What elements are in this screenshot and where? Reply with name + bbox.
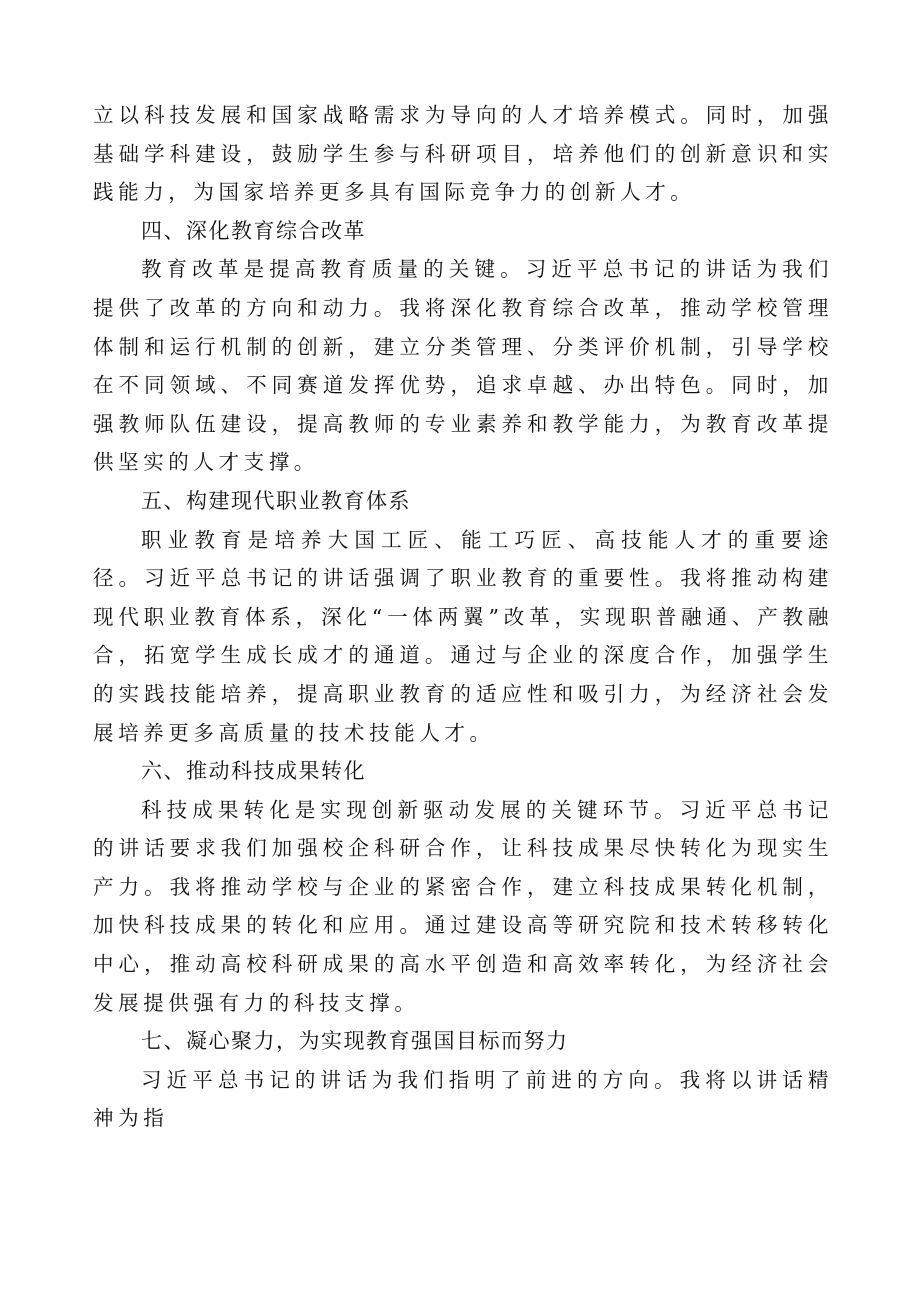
document-page [93,96,833,1138]
paragraph-section-5: 职业教育是培养大国工匠、能工巧匠、高技能人才的重要途径。习近平总书记的讲话强调了职业教育的重要性。我将推动构建现代职业教育体系，深化“一体两翼”改革，实现职普融通、产教融合，拓宽学生成长成才的通道。通过与企业的深度合作，加强学生的实践技能培养，提高职业教育的适应性和吸引力，为经济社会发展培养更多高质量的技术技能人才。 [93,527,833,745]
section-heading-6: 六、推动科技成果转化 [141,759,366,784]
paragraph-continuation: 立以科技发展和国家战略需求为导向的人才培养模式。同时，加强基础学科建设，鼓励学生参与科研项目，培养他们的创新意识和实践能力，为国家培养更多具有国际竞争力的创新人才。 [93,103,833,205]
section-heading-7: 七、凝心聚力，为实现教育强国目标而努力 [141,1029,569,1054]
paragraph-section-7: 习近平总书记的讲话为我们指明了前进的方向。我将以讲话精神为指 [93,1067,833,1131]
paragraph-section-4: 教育改革是提高教育质量的关键。习近平总书记的讲话为我们提供了改革的方向和动力。我将深化教育综合改革，推动学校管理体制和运行机制的创新，建立分类管理、分类评价机制，引导学校在不同领域、不同赛道发挥优势，追求卓越、办出特色。同时，加强教师队伍建设，提高教师的专业素养和教学能力，为教育改革提供坚实的人才支撑。 [93,257,833,475]
paragraph-section-6: 科技成果转化是实现创新驱动发展的关键环节。习近平总书记的讲话要求我们加强校企科研合作，让科技成果尽快转化为现实生产力。我将推动学校与企业的紧密合作，建立科技成果转化机制，加快科技成果的转化和应用。通过建设高等研究院和技术转移转化中心，推动高校科研成果的高水平创造和高效率转化，为经济社会发展提供强有力的科技支撑。 [93,797,833,1015]
section-heading-4: 四、深化教育综合改革 [141,218,366,243]
section-heading-5: 五、构建现代职业教育体系 [141,488,411,513]
